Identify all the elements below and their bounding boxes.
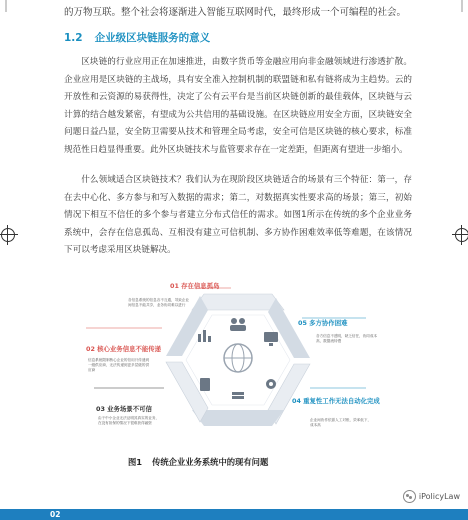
callout-03-title: 03 业务场景不可信 — [96, 405, 152, 413]
callout-01-title: 01 存在信息孤岛 — [170, 282, 220, 290]
section-title: 企业级区块链服务的意义 — [94, 32, 211, 44]
registration-mark-right — [455, 228, 468, 242]
figure-label: 图1 — [128, 457, 143, 467]
section-heading — [64, 30, 210, 45]
callout-04-title: 04 重复性工作无法自动化完成 — [292, 397, 380, 405]
page-number: 02 — [50, 510, 61, 519]
footer-bar — [0, 509, 468, 520]
continued-text-line: 的万物互联。整个社会将逐渐进入智能互联网时代，最终形成一个可编程的社会。 — [64, 7, 407, 18]
watermark-text: iPolicyLaw — [418, 492, 460, 501]
callout-05-text: 各方信息不透明，缺乏信任，协同成本高，数据流转慢 — [316, 334, 378, 343]
callout-02-text: 信息系统限制核心企业的信用只传递到一级供应商，无法传递到更多层级的供应商 — [88, 358, 150, 372]
callout-01-text: 各信息系统的信息各不互通，导致企业间信息不能共享，业务协同难以进行 — [128, 298, 190, 307]
callout-05-title: 05 多方协作困难 — [298, 319, 348, 327]
paragraph-2: 什么领域适合区块链技术？我们认为在现阶段区块链适合的场景有三个特征：第一，存在去中心化、多方参与和写入数据的需求；第二，对数据真实性要求高的场景；第三，初始情况下相互不信任的多个参与者建立分布式信任的需求。如图1所示在传统的多个企业业务系统中，会存在信息孤岛、互相没有建立可信机制、多方协作困难效率低等难题，在该情况下可以考虑采用区块链解决。 — [64, 175, 412, 256]
registration-mark-left — [1, 228, 15, 242]
callout-02-title: 02 核心业务信息不能传递 — [86, 345, 162, 353]
figure-caption — [128, 456, 268, 468]
callout-03-text: 由于中小企业无法证明其真实的业务，在没有担保的情况下很难获得融资 — [98, 416, 160, 425]
document-icon — [200, 378, 210, 391]
watermark — [403, 490, 460, 503]
figure-caption-text: 传统企业业务系统中的现有问题 — [152, 457, 269, 467]
figure-diagram — [66, 278, 410, 438]
globe-icon — [224, 344, 252, 372]
paragraph-1: 区块链的行业应用正在加速推进，由数字货币等金融应用向非金融领域进行渗透扩散。企业应用是区块链的主战场，具有安全准入控制机制的联盟链和私有链将成为主趋势。云的开放性和云资源的易获得性，决定了公有云平台是当前区块链创新的最佳载体，区块链与云计算的结合越发紧密，有望成为公共信用的基础设施。在区块链应用安全方面，区块链安全问题日益凸显，安全防卫需要从技术和管理全局考虑，安全可信是区块链的核心要求，标准规范性日趋显得重要。此外区块链技术与监管要求存在一定差距，但距离有望进一步缩小。 — [64, 57, 412, 155]
wechat-icon — [403, 490, 416, 503]
gear-icon — [266, 379, 276, 389]
section-number: 1.2 — [64, 32, 83, 44]
callout-04-text: 企业间协作依靠人工对账，效率低下，成本高 — [310, 418, 372, 427]
